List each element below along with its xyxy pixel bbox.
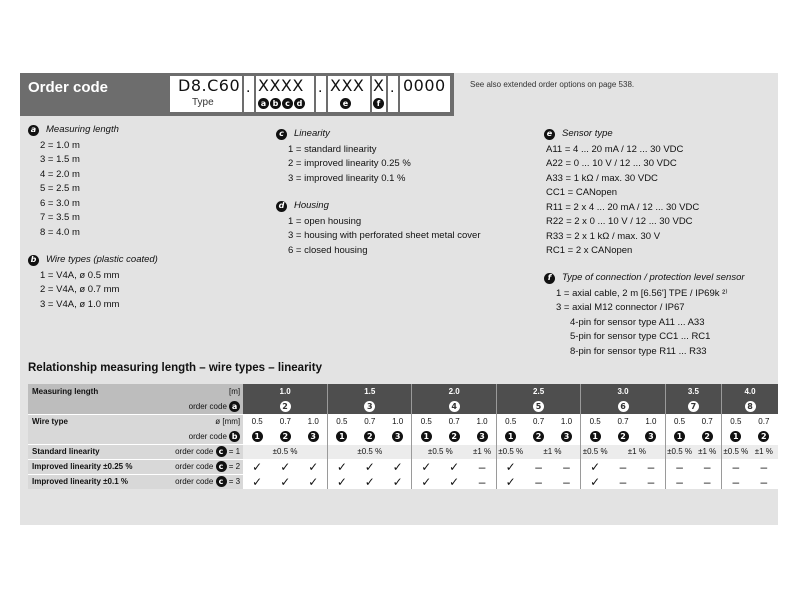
wire-code-badge: 1	[336, 431, 347, 442]
option-e-2: A33 = 1 kΩ / max. 30 VDC	[546, 172, 658, 184]
section-b-title: Wire types (plastic coated)	[46, 254, 158, 265]
not-available-mark: –	[665, 459, 693, 474]
not-available-mark: –	[468, 459, 496, 474]
check-icon: ✓	[356, 474, 384, 489]
linearity-code-value: = 2	[226, 462, 241, 471]
not-available-mark: –	[525, 474, 553, 489]
check-icon: ✓	[384, 459, 412, 474]
wire-diameter: 0.5	[412, 414, 440, 429]
not-available-mark: –	[722, 474, 750, 489]
wire-diameter: 0.7	[271, 414, 299, 429]
wire-code-badge: 1	[252, 431, 263, 442]
section-a-badge: a	[28, 125, 39, 136]
option-f-0: 1 = axial cable, 2 m [6.56'] TPE / IP69k ²⁾	[556, 287, 728, 299]
option-a-3: 5 = 2.5 m	[40, 183, 80, 194]
check-icon: ✓	[299, 474, 327, 489]
section-c-title: Linearity	[294, 128, 330, 139]
datasheet-panel	[20, 73, 778, 525]
check-icon: ✓	[243, 474, 271, 489]
option-e-7: RC1 = 2 x CANopen	[546, 245, 633, 256]
order-code-title: Order code	[28, 79, 109, 96]
check-icon: ✓	[271, 474, 299, 489]
length-code-badge: 8	[745, 401, 756, 412]
wire-diameter: 1.0	[468, 414, 496, 429]
wire-code-badge: 2	[702, 431, 713, 442]
section-e-badge: e	[544, 129, 555, 140]
accuracy-cell: ±1 %	[750, 444, 778, 459]
wire-code-spacer	[28, 429, 159, 444]
length-value: 3.5	[665, 384, 721, 399]
type-label: Type	[192, 97, 214, 108]
accuracy-cell: ±0.5 %	[722, 444, 750, 459]
wire-code-badge: 1	[505, 431, 516, 442]
code-group-1-letters	[258, 98, 305, 109]
option-a-4: 6 = 3.0 m	[40, 197, 80, 209]
check-icon: ✓	[328, 474, 356, 489]
check-icon: ✓	[384, 474, 412, 489]
order-code-c-badge: c	[216, 446, 227, 457]
not-available-mark: –	[637, 474, 665, 489]
wire-code-badge: 2	[280, 431, 291, 442]
accuracy-cell: ±0.5 %	[581, 444, 609, 459]
option-e-3: CC1 = CANopen	[546, 187, 618, 198]
length-value: 2.5	[496, 384, 580, 399]
badge-c: c	[282, 98, 293, 109]
section-a-title: Measuring length	[46, 124, 119, 135]
order-code-b-badge: b	[229, 431, 240, 442]
not-available-mark: –	[665, 474, 693, 489]
wire-code	[525, 429, 553, 444]
length-value: 3.0	[581, 384, 665, 399]
wire-diameter: 0.5	[722, 414, 750, 429]
wire-code	[665, 429, 693, 444]
len-row-unit: [m]	[159, 384, 243, 399]
wire-diameter: 0.7	[356, 414, 384, 429]
linearity-order-code-label: order code c = 2	[159, 459, 243, 474]
section-wire-types	[28, 253, 158, 312]
badge-e: e	[340, 98, 351, 109]
check-icon: ✓	[243, 459, 271, 474]
accuracy-cell: ±0.5 %	[665, 444, 693, 459]
wire-code-badge: 1	[590, 431, 601, 442]
relationship-title: Relationship measuring length – wire types – linearity	[28, 362, 322, 374]
not-available-mark: –	[637, 459, 665, 474]
section-housing	[276, 199, 481, 258]
section-f-title: Type of connection / protection level sensor	[562, 272, 745, 283]
length-value: 1.0	[243, 384, 327, 399]
option-d-2: 6 = closed housing	[288, 244, 368, 256]
length-code	[328, 399, 412, 414]
not-available-mark: –	[553, 474, 581, 489]
section-e-title: Sensor type	[562, 128, 613, 139]
check-icon: ✓	[440, 459, 468, 474]
length-code-badge: 7	[688, 401, 699, 412]
check-icon: ✓	[581, 474, 609, 489]
not-available-mark: –	[553, 459, 581, 474]
option-a-0: 2 = 1.0 m	[40, 139, 80, 151]
wire-code-badge: 1	[421, 431, 432, 442]
wire-code-badge: 2	[618, 431, 629, 442]
wire-code-badge: 2	[533, 431, 544, 442]
type-code: D8.C60	[178, 76, 241, 95]
relationship-table	[28, 384, 778, 489]
code-group-3-letters	[373, 98, 384, 109]
length-value: 1.5	[328, 384, 412, 399]
option-f-1: 3 = axial M12 connector / IP67	[556, 302, 685, 313]
wire-code-badge: 1	[730, 431, 741, 442]
section-connection	[544, 271, 745, 359]
linearity-row-label: Standard linearity	[28, 444, 159, 459]
not-available-mark: –	[693, 459, 721, 474]
linearity-order-code-label: order code c = 3	[159, 474, 243, 489]
wire-code	[299, 429, 327, 444]
option-e-1: A22 = 0 ... 10 V / 12 ... 30 VDC	[546, 158, 677, 169]
wire-code	[468, 429, 496, 444]
wire-diameter: 0.7	[609, 414, 637, 429]
linearity-order-code-label: order code c = 1	[159, 444, 243, 459]
section-b-badge: b	[28, 255, 39, 266]
accuracy-cell: ±0.5 %	[328, 444, 412, 459]
accuracy-cell: ±1 %	[525, 444, 581, 459]
option-a-2: 4 = 2.0 m	[40, 168, 80, 180]
check-icon: ✓	[440, 474, 468, 489]
linearity-code-value: = 1	[226, 447, 241, 456]
length-value: 2.0	[412, 384, 496, 399]
wire-code	[553, 429, 581, 444]
wire-code	[609, 429, 637, 444]
length-code	[665, 399, 721, 414]
not-available-mark: –	[609, 474, 637, 489]
option-c-0: 1 = standard linearity	[288, 143, 377, 155]
length-code	[412, 399, 496, 414]
wire-code	[693, 429, 721, 444]
wire-diameter: 0.5	[581, 414, 609, 429]
section-f-badge: f	[544, 273, 555, 284]
section-linearity	[276, 127, 411, 186]
check-icon: ✓	[271, 459, 299, 474]
code-group-2: XXX	[330, 76, 365, 95]
order-code-c-badge: c	[216, 476, 227, 487]
option-e-4: R11 = 2 x 4 ... 20 mA / 12 ... 30 VDC	[546, 201, 700, 213]
option-a-6: 8 = 4.0 m	[40, 226, 80, 238]
wire-code	[384, 429, 412, 444]
check-icon: ✓	[412, 474, 440, 489]
not-available-mark: –	[750, 459, 778, 474]
badge-d: d	[294, 98, 305, 109]
section-c-badge: c	[276, 129, 287, 140]
check-icon: ✓	[356, 459, 384, 474]
wire-code	[243, 429, 271, 444]
length-code	[496, 399, 580, 414]
length-code-badge: 6	[618, 401, 629, 412]
code-group-3: X	[373, 76, 385, 95]
wire-code-badge: 2	[449, 431, 460, 442]
not-available-mark: –	[722, 459, 750, 474]
wire-diameter: 1.0	[553, 414, 581, 429]
option-d-1: 3 = housing with perforated sheet metal cover	[288, 230, 481, 241]
wire-code	[328, 429, 356, 444]
length-code	[722, 399, 778, 414]
code-group-1: XXXX	[258, 76, 304, 95]
wire-code-badge: 1	[674, 431, 685, 442]
wire-diameter: 1.0	[637, 414, 665, 429]
option-c-1: 2 = improved linearity 0.25 %	[288, 158, 411, 169]
option-e-0: A11 = 4 ... 20 mA / 12 ... 30 VDC	[546, 143, 684, 155]
wire-row-unit: ø [mm]	[159, 414, 243, 429]
option-a-1: 3 = 1.5 m	[40, 154, 80, 165]
wire-code-badge: 2	[758, 431, 769, 442]
wire-diameter: 0.5	[496, 414, 524, 429]
check-icon: ✓	[496, 474, 524, 489]
dot-3: .	[390, 79, 395, 96]
accuracy-cell: ±0.5 %	[412, 444, 468, 459]
wire-diameter: 1.0	[299, 414, 327, 429]
badge-b: b	[270, 98, 281, 109]
not-available-mark: –	[525, 459, 553, 474]
length-code	[243, 399, 327, 414]
wire-diameter: 0.5	[665, 414, 693, 429]
wire-code-badge: 3	[561, 431, 572, 442]
wire-diameter: 0.5	[328, 414, 356, 429]
wire-diameter: 0.7	[693, 414, 721, 429]
wire-code	[356, 429, 384, 444]
check-icon: ✓	[328, 459, 356, 474]
option-d-0: 1 = open housing	[288, 215, 362, 227]
check-icon: ✓	[299, 459, 327, 474]
wire-code-badge: 3	[308, 431, 319, 442]
option-b-2: 3 = V4A, ø 1.0 mm	[40, 298, 120, 310]
order-code-header	[20, 73, 778, 116]
section-measuring-length	[28, 123, 119, 240]
option-f-sub-0: 4-pin for sensor type A11 ... A33	[570, 316, 705, 328]
not-available-mark: –	[693, 474, 721, 489]
check-icon: ✓	[496, 459, 524, 474]
order-code-c-badge: c	[216, 461, 227, 472]
option-f-sub-2: 8-pin for sensor type R11 ... R33	[570, 345, 707, 357]
length-value: 4.0	[722, 384, 778, 399]
length-code-badge: 5	[533, 401, 544, 412]
wire-diameter: 0.7	[440, 414, 468, 429]
len-order-code-label: order code a	[159, 399, 243, 414]
badge-f: f	[373, 98, 384, 109]
length-code-badge: 3	[364, 401, 375, 412]
section-d-badge: d	[276, 201, 287, 212]
wire-code-badge: 3	[477, 431, 488, 442]
option-b-1: 2 = V4A, ø 0.7 mm	[40, 284, 120, 295]
length-code-badge: 2	[280, 401, 291, 412]
option-f-sub-1: 5-pin for sensor type CC1 ... RC1	[570, 331, 711, 342]
wire-row-label: Wire type	[28, 414, 159, 429]
accuracy-cell: ±1 %	[468, 444, 496, 459]
wire-code	[440, 429, 468, 444]
wire-diameter: 0.5	[243, 414, 271, 429]
accuracy-cell: ±0.5 %	[243, 444, 327, 459]
wire-code	[271, 429, 299, 444]
option-c-2: 3 = improved linearity 0.1 %	[288, 172, 406, 184]
section-sensor-type	[544, 127, 699, 259]
wire-code	[750, 429, 778, 444]
section-d-title: Housing	[294, 200, 329, 211]
option-e-6: R33 = 2 x 1 kΩ / max. 30 V	[546, 230, 661, 242]
wire-code-badge: 3	[392, 431, 403, 442]
wire-diameter: 1.0	[384, 414, 412, 429]
code-group-4: 0000	[403, 76, 446, 95]
wire-code	[412, 429, 440, 444]
wire-diameter: 0.7	[750, 414, 778, 429]
wire-code-badge: 3	[645, 431, 656, 442]
wire-code	[637, 429, 665, 444]
wire-code	[722, 429, 750, 444]
linearity-row-label: Improved linearity ±0.25 %	[28, 459, 159, 474]
dot-2: .	[318, 79, 323, 96]
wire-code	[496, 429, 524, 444]
wire-order-code-label: order code b	[159, 429, 243, 444]
check-icon: ✓	[412, 459, 440, 474]
not-available-mark: –	[609, 459, 637, 474]
order-code-a-badge: a	[229, 401, 240, 412]
len-code-spacer	[28, 399, 159, 414]
dot-1: .	[246, 79, 251, 96]
wire-code-badge: 2	[364, 431, 375, 442]
extended-options-note: See also extended order options on page 538.	[470, 80, 635, 89]
badge-a: a	[258, 98, 269, 109]
accuracy-cell: ±0.5 %	[496, 444, 524, 459]
accuracy-cell: ±1 %	[693, 444, 721, 459]
check-icon: ✓	[581, 459, 609, 474]
linearity-code-value: = 3	[226, 477, 241, 487]
option-e-5: R22 = 2 x 0 ... 10 V / 12 ... 30 VDC	[546, 216, 693, 227]
wire-code	[581, 429, 609, 444]
option-a-5: 7 = 3.5 m	[40, 212, 80, 223]
length-code-badge: 4	[449, 401, 460, 412]
not-available-mark: –	[750, 474, 778, 489]
linearity-row-label: Improved linearity ±0.1 %	[28, 474, 159, 489]
length-code	[581, 399, 665, 414]
len-row-label: Measuring length	[28, 384, 159, 399]
wire-diameter: 0.7	[525, 414, 553, 429]
not-available-mark: –	[468, 474, 496, 489]
accuracy-cell: ±1 %	[609, 444, 665, 459]
option-b-0: 1 = V4A, ø 0.5 mm	[40, 269, 120, 281]
code-group-2-letters	[340, 98, 351, 109]
